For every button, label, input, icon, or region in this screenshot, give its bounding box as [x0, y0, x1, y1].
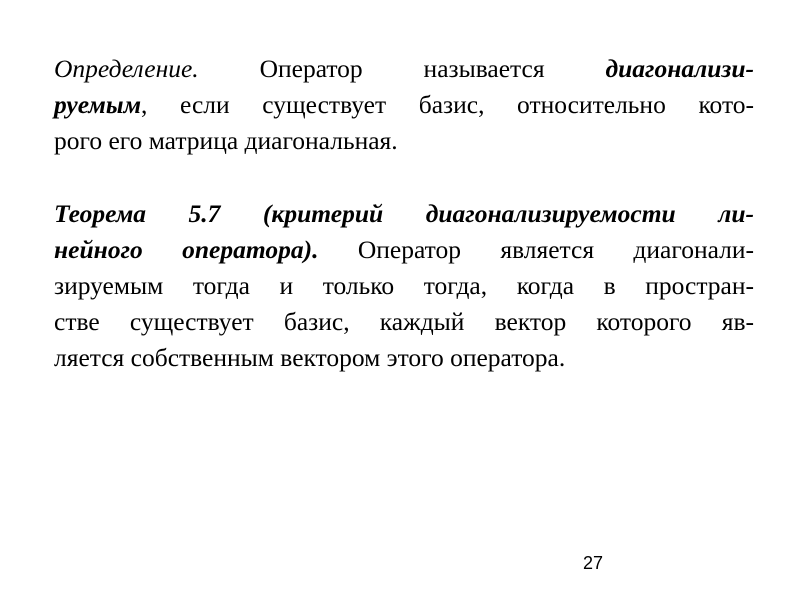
definition-text-1: Оператор называется [198, 54, 606, 83]
theorem-text-5: ляется собственным вектором этого оператора. [54, 343, 566, 372]
theorem-line-3 [54, 268, 754, 304]
theorem-text-4: стве существует базис, каждый вектор которого яв- [54, 307, 754, 336]
theorem-paragraph [54, 196, 754, 376]
page-number: 27 [582, 553, 604, 573]
definition-text-3: рого его матрица диагональная. [54, 126, 398, 155]
theorem-heading-part-2: нейного оператора). [54, 235, 319, 264]
theorem-line-2 [54, 232, 754, 268]
theorem-text-2: Оператор является диагонали- [318, 235, 755, 264]
definition-lead: Определение. [54, 54, 199, 83]
theorem-line-1 [54, 196, 754, 232]
definition-text-2: , если существует базис, относительно кото- [141, 90, 754, 119]
definition-term-part-1: диагонализи- [605, 54, 754, 83]
definition-term-part-2: руемым [54, 90, 142, 119]
definition-line-2 [54, 87, 754, 123]
definition-paragraph [54, 51, 754, 159]
definition-line-1 [54, 51, 754, 87]
theorem-line-5 [54, 340, 754, 376]
definition-line-3 [54, 123, 754, 159]
theorem-heading-part-1: Теорема 5.7 (критерий диагонализируемости ли- [54, 199, 754, 228]
theorem-text-3: зируемым тогда и только тогда, когда в простран- [54, 271, 754, 300]
theorem-line-4 [54, 304, 754, 340]
